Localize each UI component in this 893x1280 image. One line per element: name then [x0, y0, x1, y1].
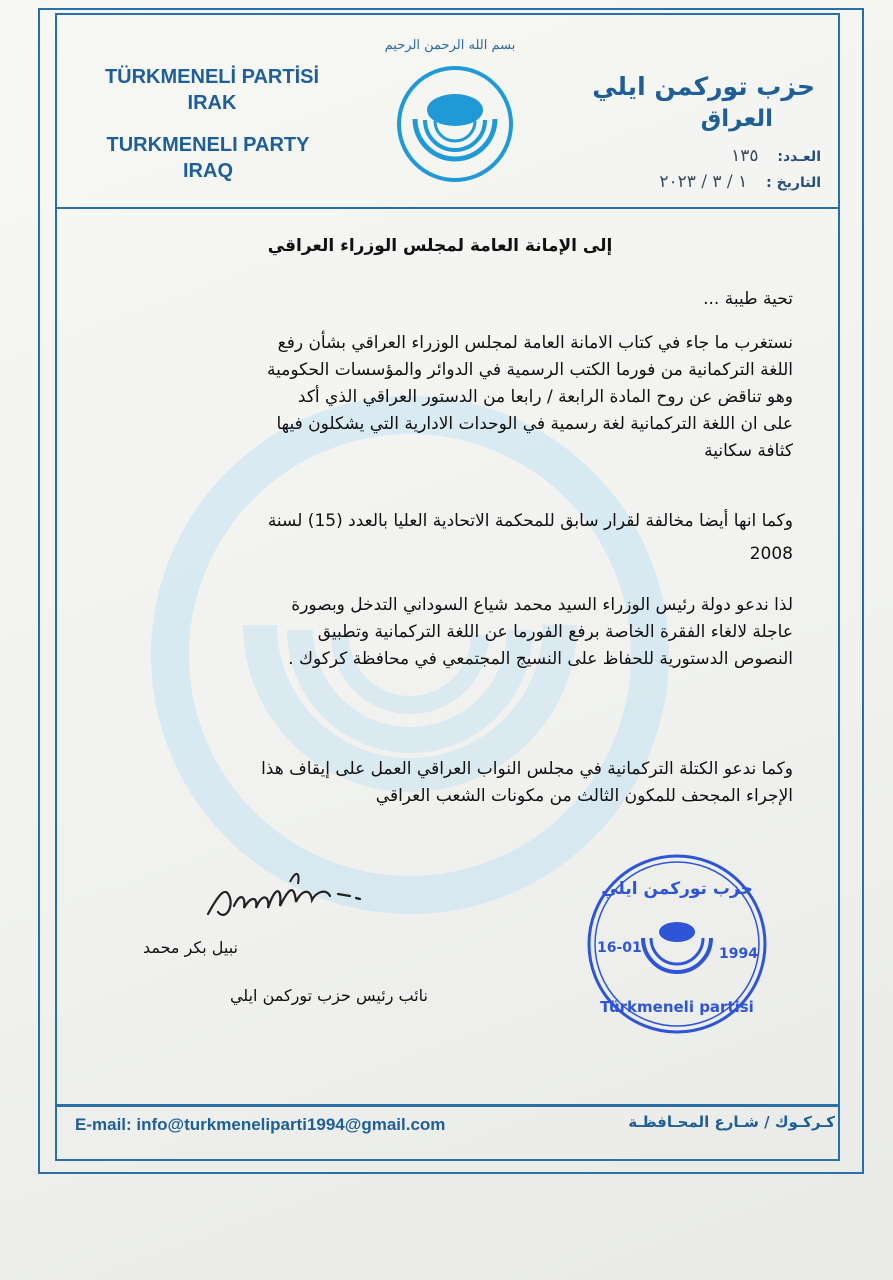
paragraph-line: وكما ندعو الكتلة التركمانية في مجلس النواب العراقي العمل على إيقاف هذا	[261, 759, 793, 779]
stamp-year: 1994	[719, 946, 758, 962]
country-ar: العراق	[700, 106, 773, 132]
official-stamp	[585, 852, 770, 1037]
country-tr: IRAK	[187, 92, 237, 114]
paragraph-line: الإجراء المجحف للمكون الثالث من مكونات الشعب العراقي	[375, 786, 793, 806]
date-label: التاريخ :	[766, 175, 821, 191]
addressee: إلى الإمانة العامة لمجلس الوزراء العراقي	[267, 236, 613, 256]
signatory-title: نائب رئيس حزب توركمن ايلي	[229, 986, 428, 1005]
stamp-date: 16-01	[597, 940, 642, 956]
country-en: IRAQ	[183, 160, 233, 182]
ref-number-row	[731, 146, 821, 166]
signatory-name: نبيل بكر محمد	[142, 938, 238, 957]
paragraph-line: عاجلة لالغاء الفقرة الخاصة برفع الفورما عن اللغة التركمانية وتطبيق	[317, 622, 793, 642]
party-logo-icon	[385, 64, 525, 184]
paragraph-line: وكما انها أيضا مخالفة لقرار سابق للمحكمة الاتحادية العليا بالعدد (15) لسنة	[267, 511, 793, 531]
paragraph-4	[261, 756, 793, 810]
footer-address: كـركـوك / شـارع المحـافظـة	[628, 1113, 835, 1131]
ref-number-label: العـدد:	[777, 149, 821, 165]
footer-email: E-mail: info@turkmeneliparti1994@gmail.com	[75, 1115, 446, 1134]
paragraph-line: وهو تناقض عن روح المادة الرابعة / رابعا من الدستور العراقي الذي أكد	[297, 387, 793, 407]
paragraph-line: على ان اللغة التركمانية لغة رسمية في الوحدات الادارية التي يشكلون فيها	[276, 414, 793, 434]
stamp-top-text: حزب توركمن ايلي	[601, 879, 753, 899]
bismillah: بسم الله الرحمن الرحيم	[384, 38, 516, 53]
party-name-en: TURKMENELI PARTY	[106, 134, 310, 156]
paragraph-line: كثافة سكانية	[704, 441, 793, 461]
stamp-bottom-text: Türkmeneli partisi	[600, 998, 754, 1016]
party-name-ar: حزب توركمن ايلي	[592, 72, 815, 101]
handwritten-signature	[200, 862, 380, 932]
paragraph-line: نستغرب ما جاء في كتاب الامانة العامة لمجلس الوزراء العراقي بشأن رفع	[277, 333, 793, 353]
greeting: تحية طيبة ...	[703, 289, 793, 309]
paragraph-line: اللغة التركمانية من فورما الكتب الرسمية في الدوائر والمؤسسات الحكومية	[266, 360, 793, 380]
paragraph-line: النصوص الدستورية للحفاظ على النسيج المجتمعي في محافظة كركوك .	[288, 649, 793, 669]
paragraph-line: 2008	[749, 544, 793, 564]
party-name-tr: TÜRKMENELİ PARTİSİ	[104, 66, 320, 88]
paragraph-3	[288, 592, 793, 673]
paragraph-line: لذا ندعو دولة رئيس الوزراء السيد محمد شياع السوداني التدخل وبصورة	[291, 595, 793, 615]
footer-divider	[55, 1104, 840, 1107]
paragraph-2	[268, 508, 793, 568]
date-row	[659, 172, 821, 192]
header-divider	[55, 207, 840, 209]
date-value: ١ / ٣ / ٢٠٢٣	[659, 172, 748, 192]
ref-number-value: ١٣٥	[731, 146, 759, 166]
paragraph-1	[267, 330, 793, 465]
